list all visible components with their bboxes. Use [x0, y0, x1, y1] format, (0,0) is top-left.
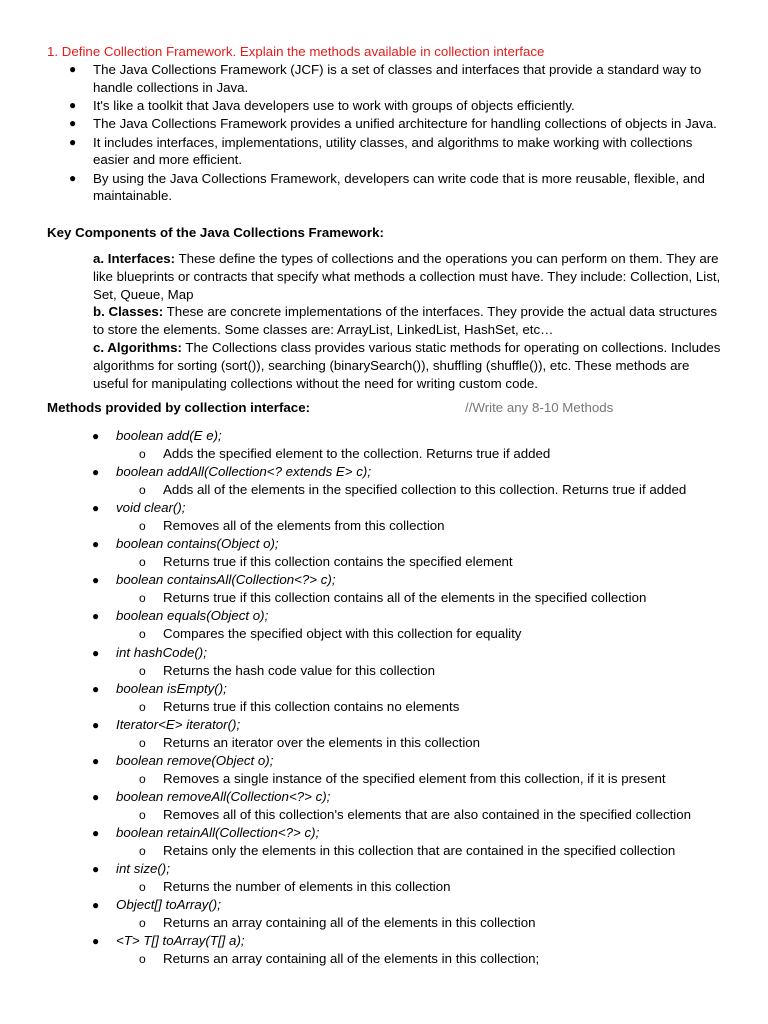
- method-item: [0, 752, 768, 788]
- method-signature-row: [0, 896, 768, 914]
- bullet-icon: ●: [92, 753, 100, 768]
- method-description: Removes all of the elements from this collection: [163, 518, 445, 534]
- method-description: Removes a single instance of the specified element from this collection, if it is present: [163, 770, 666, 786]
- key-components-block: [93, 250, 723, 392]
- key-component-label: c. Algorithms:: [93, 339, 182, 355]
- method-signature: int size();: [116, 861, 170, 877]
- list-item: [0, 61, 768, 96]
- intro-bullet-list: [0, 61, 768, 206]
- key-component-label: b. Classes:: [93, 304, 164, 320]
- list-item: [0, 97, 768, 115]
- sub-bullet-icon: o: [139, 844, 146, 859]
- methods-list: [0, 427, 768, 968]
- method-item: [0, 499, 768, 535]
- bullet-icon: ●: [92, 465, 100, 480]
- method-description-row: [0, 842, 768, 860]
- list-item-text: By using the Java Collections Framework, developers can write code that is more reusable, flexible, and maintainable.: [93, 170, 705, 204]
- method-description-row: [0, 625, 768, 643]
- method-description-row: [0, 950, 768, 968]
- bullet-icon: ●: [92, 862, 100, 877]
- method-description-row: [0, 878, 768, 896]
- sub-bullet-icon: o: [139, 807, 146, 822]
- method-signature-row: [0, 499, 768, 517]
- sub-bullet-icon: o: [139, 952, 146, 967]
- method-signature-row: [0, 571, 768, 589]
- method-signature-row: [0, 716, 768, 734]
- method-description-row: [0, 698, 768, 716]
- key-component-paragraph: [93, 303, 723, 339]
- method-description-row: [0, 914, 768, 932]
- method-signature: <T> T[] toArray(T[] a);: [116, 933, 245, 949]
- bullet-icon: ●: [69, 62, 77, 76]
- method-item: [0, 463, 768, 499]
- list-item-text: The Java Collections Framework (JCF) is a set of classes and interfaces that provide a standard way to handle collections in Java.: [93, 62, 702, 95]
- sub-bullet-icon: o: [139, 519, 146, 534]
- sub-bullet-icon: o: [139, 880, 146, 895]
- method-description: Returns true if this collection contains all of the elements in the specified collection: [163, 590, 647, 606]
- bullet-icon: ●: [69, 97, 77, 112]
- method-signature: int hashCode();: [116, 644, 207, 660]
- method-description-row: [0, 589, 768, 607]
- key-components-title: Key Components of the Java Collections Framework:: [47, 225, 384, 240]
- bullet-icon: ●: [92, 537, 100, 552]
- bullet-icon: ●: [69, 134, 77, 149]
- method-description: Returns true if this collection contains the specified element: [163, 554, 513, 570]
- method-signature-row: [0, 680, 768, 698]
- bullet-icon: ●: [92, 898, 100, 913]
- list-item-text: It's like a toolkit that Java developers use to work with groups of objects efficiently.: [93, 97, 575, 113]
- bullet-icon: ●: [69, 116, 77, 131]
- method-item: [0, 607, 768, 643]
- method-signature-row: [0, 463, 768, 481]
- method-description: Returns the number of elements in this collection: [163, 879, 451, 895]
- methods-title: Methods provided by collection interface:: [47, 400, 311, 415]
- sub-bullet-icon: o: [139, 555, 146, 570]
- bullet-icon: ●: [92, 826, 100, 841]
- method-signature-row: [0, 788, 768, 806]
- list-item-text: It includes interfaces, implementations, utility classes, and algorithms to make working with collections easier and more efficient.: [93, 134, 693, 168]
- key-component-paragraph: [93, 339, 723, 392]
- method-signature-row: [0, 535, 768, 553]
- method-signature: boolean isEmpty();: [116, 680, 227, 696]
- sub-bullet-icon: o: [139, 591, 146, 606]
- method-signature-row: [0, 932, 768, 950]
- bullet-icon: ●: [92, 429, 100, 443]
- sub-bullet-icon: o: [139, 916, 146, 931]
- bullet-icon: ●: [92, 934, 100, 949]
- method-description-row: [0, 553, 768, 571]
- method-signature: boolean addAll(Collection<? extends E> c);: [116, 464, 372, 480]
- method-item: [0, 571, 768, 607]
- bullet-icon: ●: [92, 609, 100, 624]
- method-signature: void clear();: [116, 500, 186, 516]
- method-item: [0, 535, 768, 571]
- sub-bullet-icon: o: [139, 663, 146, 678]
- sub-bullet-icon: o: [139, 447, 146, 461]
- sub-bullet-icon: o: [139, 735, 146, 750]
- method-signature: boolean retainAll(Collection<?> c);: [116, 825, 320, 841]
- method-signature-row: [0, 860, 768, 878]
- method-signature-row: [0, 644, 768, 662]
- question-heading: 1. Define Collection Framework. Explain the methods available in collection interface: [47, 44, 545, 59]
- method-signature-row: [0, 752, 768, 770]
- method-description: Returns an iterator over the elements in this collection: [163, 734, 481, 750]
- methods-note: //Write any 8-10 Methods: [465, 400, 614, 415]
- method-description: Returns the hash code value for this collection: [163, 662, 436, 678]
- list-item-text: The Java Collections Framework provides a unified architecture for handling collections of objects in Java.: [93, 116, 717, 132]
- method-description-row: [0, 806, 768, 824]
- method-item: [0, 824, 768, 860]
- method-item: [0, 860, 768, 896]
- list-item: [0, 115, 768, 133]
- bullet-icon: ●: [92, 717, 100, 732]
- key-component-label: a. Interfaces:: [93, 251, 176, 266]
- method-description: Retains only the elements in this collection that are contained in the specified collection: [163, 843, 676, 859]
- method-description: Returns an array containing all of the elements in this collection: [163, 915, 536, 931]
- method-signature: boolean containsAll(Collection<?> c);: [116, 572, 336, 588]
- method-description-row: [0, 481, 768, 499]
- key-component-text: The Collections class provides various static methods for operating on collections. Includes algorithms for sorting (sort()), searching (binarySearch()), shuffling (shuffle()), etc. These methods are useful for manipulating collections without the need for writing custom code.: [93, 339, 721, 391]
- bullet-icon: ●: [92, 573, 100, 588]
- bullet-icon: ●: [69, 170, 77, 185]
- list-item: [0, 134, 768, 169]
- bullet-icon: ●: [92, 681, 100, 696]
- key-component-paragraph: [93, 250, 723, 303]
- bullet-icon: ●: [92, 501, 100, 516]
- method-item: [0, 788, 768, 824]
- method-item: [0, 427, 768, 463]
- method-item: [0, 896, 768, 932]
- method-description-row: [0, 734, 768, 752]
- method-item: [0, 644, 768, 680]
- method-description: Compares the specified object with this collection for equality: [163, 626, 522, 642]
- method-description: Returns an array containing all of the elements in this collection;: [163, 951, 540, 967]
- method-item: [0, 680, 768, 716]
- bullet-icon: ●: [92, 789, 100, 804]
- method-description: Removes all of this collection's elements that are also contained in the specified collection: [163, 806, 692, 822]
- method-description: Returns true if this collection contains no elements: [163, 698, 460, 714]
- method-signature: boolean remove(Object o);: [116, 752, 274, 768]
- method-signature: boolean contains(Object o);: [116, 536, 279, 552]
- method-description: Adds the specified element to the collection. Returns true if added: [163, 446, 551, 461]
- method-signature: Object[] toArray();: [116, 897, 221, 913]
- method-signature: boolean removeAll(Collection<?> c);: [116, 788, 331, 804]
- sub-bullet-icon: o: [139, 627, 146, 642]
- list-item: [0, 170, 768, 205]
- method-item: [0, 716, 768, 752]
- sub-bullet-icon: o: [139, 771, 146, 786]
- method-description: Adds all of the elements in the specified collection to this collection. Returns true if added: [163, 482, 687, 498]
- method-description-row: [0, 770, 768, 788]
- key-component-text: These are concrete implementations of the interfaces. They provide the actual data structures to store the elements. Some classes are: ArrayList, LinkedList, HashSet, etc…: [93, 304, 718, 338]
- method-description-row: [0, 445, 768, 463]
- method-signature: Iterator<E> iterator();: [116, 716, 241, 732]
- method-item: [0, 932, 768, 968]
- method-description-row: [0, 662, 768, 680]
- method-description-row: [0, 517, 768, 535]
- bullet-icon: ●: [92, 645, 100, 660]
- sub-bullet-icon: o: [139, 699, 146, 714]
- method-signature-row: [0, 427, 768, 445]
- method-signature-row: [0, 607, 768, 625]
- method-signature: boolean equals(Object o);: [116, 608, 269, 624]
- key-component-text: These define the types of collections and the operations you can perform on them. They are like blueprints or contracts that specify what methods a collection must have. They include: Collection, List, Set, Queue, Map: [93, 251, 721, 302]
- sub-bullet-icon: o: [139, 483, 146, 498]
- method-signature-row: [0, 824, 768, 842]
- method-signature: boolean add(E e);: [116, 428, 222, 443]
